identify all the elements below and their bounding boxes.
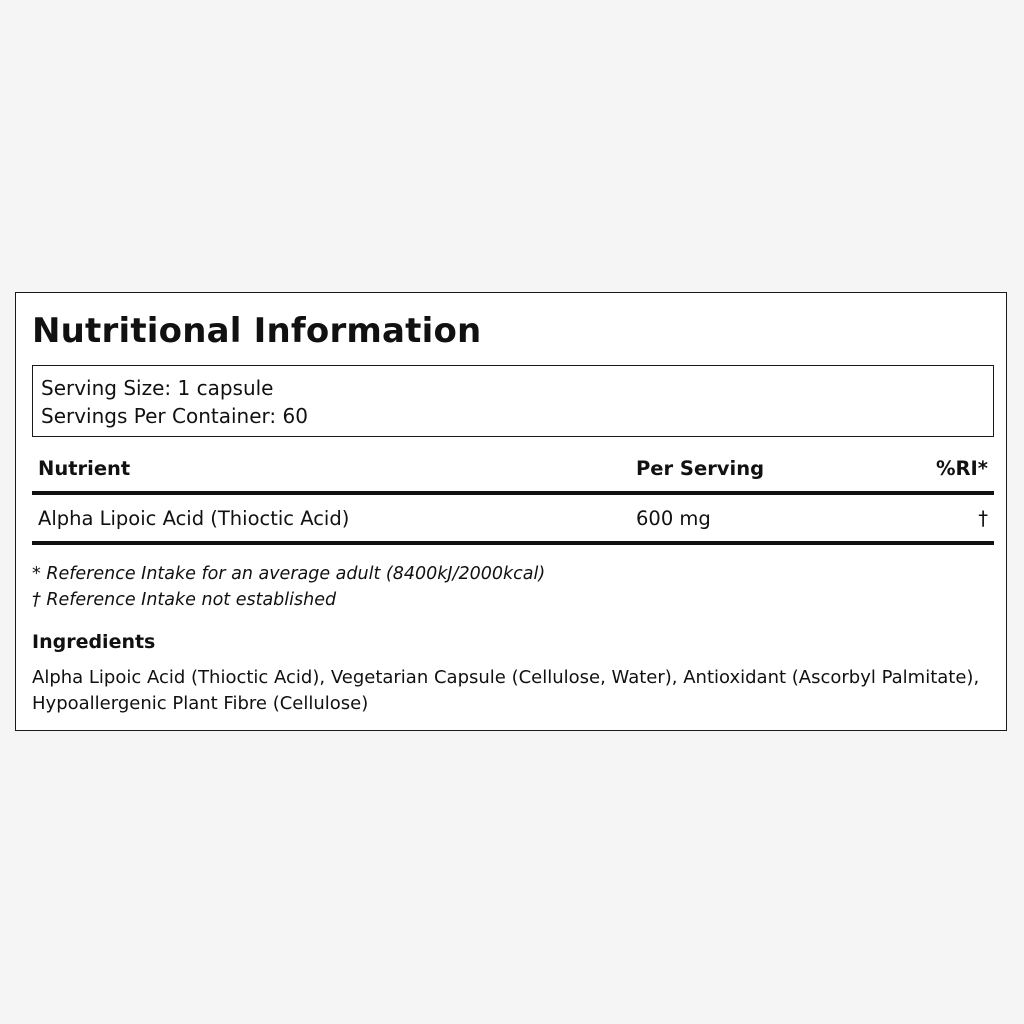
panel-title: Nutritional Information <box>32 311 482 351</box>
serving-info-box <box>32 365 994 437</box>
header-ri: %RI* <box>935 457 988 480</box>
serving-size: Serving Size: 1 capsule <box>41 376 274 400</box>
table-bottom-divider <box>32 541 994 545</box>
nutrient-table <box>32 445 994 545</box>
ingredients-heading: Ingredients <box>32 631 156 653</box>
table-row <box>32 495 994 541</box>
ingredients-list: Alpha Lipoic Acid (Thioctic Acid), Vegetarian Capsule (Cellulose, Water), Antioxidant (Ascorbyl Palmitate), Hypoallergenic Plant Fibre (Cellulose) <box>32 667 980 714</box>
table-header-row <box>32 445 994 491</box>
footnotes <box>32 561 545 613</box>
nutrition-panel <box>15 292 1007 731</box>
row-nutrient: Alpha Lipoic Acid (Thioctic Acid) <box>38 507 350 530</box>
header-per-serving: Per Serving <box>636 457 765 480</box>
header-nutrient: Nutrient <box>38 457 131 480</box>
ri-footnote: * Reference Intake for an average adult (8400kJ/2000kcal) <box>32 564 546 584</box>
dagger-footnote: † Reference Intake not established <box>32 590 337 610</box>
row-per-serving: 600 mg <box>636 507 711 530</box>
row-ri: † <box>978 507 988 530</box>
servings-per-container: Servings Per Container: 60 <box>41 404 308 428</box>
